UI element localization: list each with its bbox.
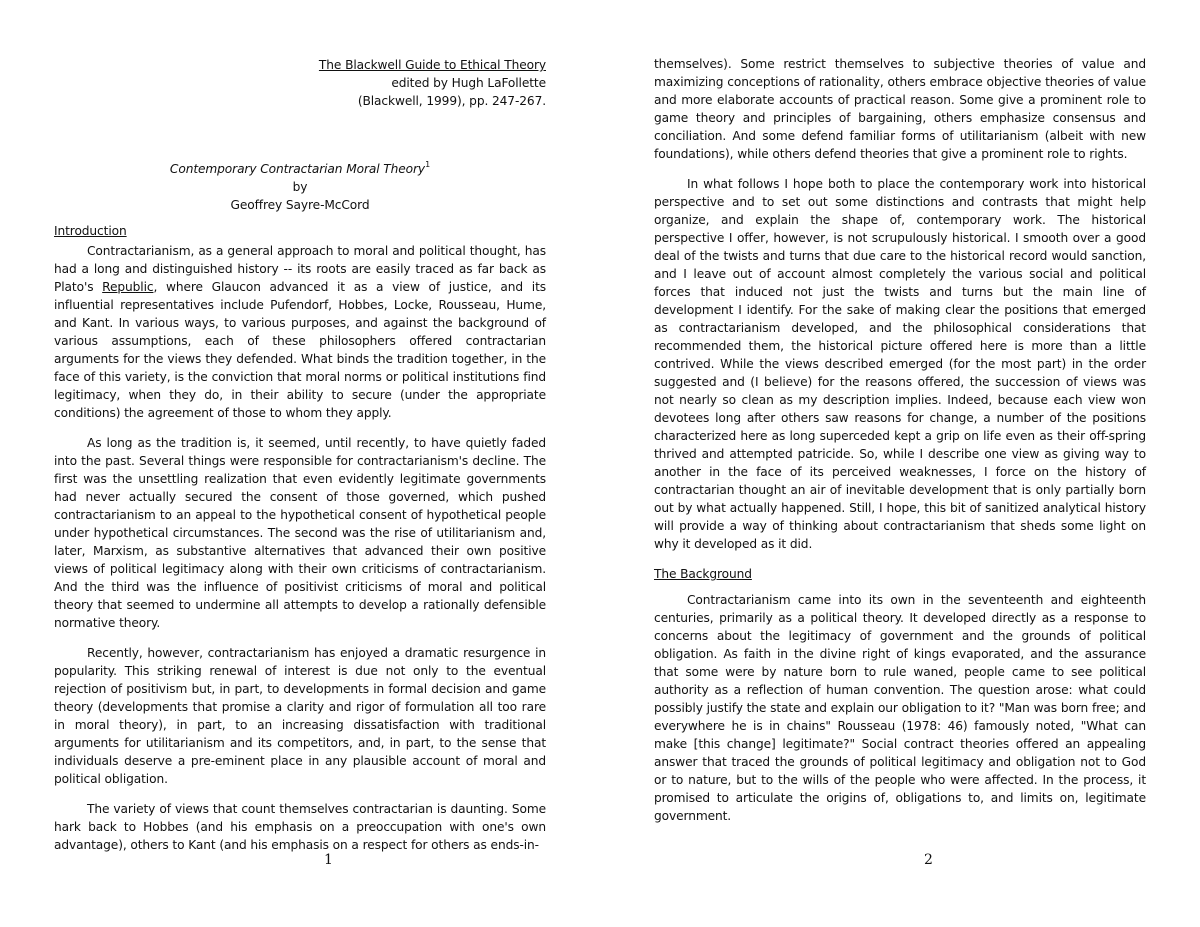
book-editor: edited by Hugh LaFollette xyxy=(391,76,546,90)
citation-header xyxy=(54,56,546,110)
paragraph-historical-perspective: In what follows I hope both to place the contemporary work into historical perspective and to set out some distinctions and contrasts that might help organize, and explain the shape of, contemporary work. The historical perspective I offer, however, is not scrupulously historical. I smooth over a good deal of the twists and turns that due care to the historical record would sanction, and I leave out of account almost completely the various social and political forces that induced not just the twists and turns but the main line of development I identify. For the sake of making clear the positions that emerged as contractarianism developed, and the philosophical considerations that recommended them, the historical picture offered here is more than a little contrived. While the views described emerged (for the most part) in the order suggested and (I believe) for the reasons offered, the succession of views was not nearly so clean as my description implies. Indeed, because each view won devotees long after others saw reasons for change, a number of the positions characterized here as long superceded kept a grip on life even as their off-spring thrived and attempted patricide. So, while I describe one view as giving way to another in the face of its perceived weaknesses, I force on the history of contractarian thought an air of inevitable development that is only partially born out by what actually happened. Still, I hope, this bit of sanitized analytical history will provide a way of thinking about contractarianism that sheds some light on why it developed as it did. xyxy=(654,177,1146,551)
paragraph-text: Contractarianism, as a general approach to moral and political thought, has had a long and distinguished history -- its roots are easily traced as far back as Plato's xyxy=(54,244,546,294)
article-title-block xyxy=(54,160,546,214)
republic-title: Republic xyxy=(102,280,154,294)
paragraph-intro-2: As long as the tradition is, it seemed, until recently, to have quietly faded into the past. Several things were responsible for contractarianism's decline. The first was the unsettling realization that even evidently legitimate governments had never actually secured the consent of those governed, which pushed contractarianism to an appeal to the hypothetical consent of hypothetical people under hypothetical circumstances. The second was the rise of utilitarianism and, later, Marxism, as substantive alternatives that advanced their own positive views of political legitimacy along with their own criticisms of contractarianism. And the third was the influence of positivist criticisms of moral and political theory that seemed to undermine all attempts to develop a rationally defensible normative theory. xyxy=(54,436,546,630)
right-page-column xyxy=(654,55,1146,837)
paragraph-intro-4: The variety of views that count themselves contractarian is daunting. Some hark back to Hobbes (and his emphasis on a preoccupation with one's own advantage), others to Kant (and his emphasis on a respect for others as ends-in- xyxy=(54,802,546,852)
book-publication: (Blackwell, 1999), pp. 247-267. xyxy=(357,94,546,108)
author-name: Geoffrey Sayre-McCord xyxy=(230,198,370,212)
paragraph-intro-3: Recently, however, contractarianism has enjoyed a dramatic resurgence in popularity. This striking renewal of interest is due not only to the eventual rejection of positivism but, in part, to developments in formal decision and game theory (developments that promise a clarity and rigor of formulation all too rare in moral theory), in part, to an increasing dissatisfaction with traditional arguments for utilitarianism and its competitors, and, in part, to the sense that individuals deserve a pre-eminent place in any plausible account of moral and political obligation. xyxy=(54,646,546,786)
paragraph-background-1: Contractarianism came into its own in the seventeenth and eighteenth centuries, primarily as a political theory. It developed directly as a response to concerns about the legitimacy of government and the grounds of political obligation. As faith in the divine right of kings evaporated, and the assurance that some were by nature born to rule waned, people came to see political authority as a reflection of human convention. The question arose: what could possibly justify the state and explain our obligation to it? "Man was born free; and everywhere he is in chains" Rousseau (1978: 46) famously noted, "What can make [this change] legitimate?" Social contract theories offered an appealing answer that traced the grounds of political legitimacy and obligation not to God or to nature, but to the wills of the people who were affected. In the process, it promised to articulate the origins of, obligations to, and limits on, legitimate government. xyxy=(654,593,1146,823)
page-number-right: 2 xyxy=(924,852,933,868)
left-page-column xyxy=(54,56,546,854)
book-title: The Blackwell Guide to Ethical Theory xyxy=(318,58,546,72)
section-heading-introduction: Introduction xyxy=(54,224,127,238)
paragraph-intro-1 xyxy=(54,242,546,422)
page-number-left: 1 xyxy=(324,852,333,868)
section-heading-background: The Background xyxy=(654,567,752,581)
paragraph-continued: themselves). Some restrict themselves to subjective theories of value and maximizing conceptions of rationality, others embrace objective theories of value and more elaborate accounts of practical reason. Some give a prominent role to game theory and principles of bargaining, others emphasize consensus and conciliation. And some defend familiar forms of utilitarianism (albeit with new foundations), while others defend theories that give a prominent role to rights. xyxy=(654,57,1146,161)
footnote-marker: 1 xyxy=(425,160,431,169)
paragraph-text: , where Glaucon advanced it as a view of justice, and its influential representatives include Pufendorf, Hobbes, Locke, Rousseau, Hume, and Kant. In various ways, to various purposes, and against the background of various assumptions, each of these philosophers offered contractarian arguments for the views they defended. What binds the tradition together, in the face of this variety, is the conviction that moral norms or political institutions find legitimacy, when they do, in their ability to secure (under the appropriate conditions) the agreement of those to whom they apply. xyxy=(54,280,546,420)
by-line: by xyxy=(292,180,308,194)
article-title: Contemporary Contractarian Moral Theory xyxy=(169,162,426,176)
